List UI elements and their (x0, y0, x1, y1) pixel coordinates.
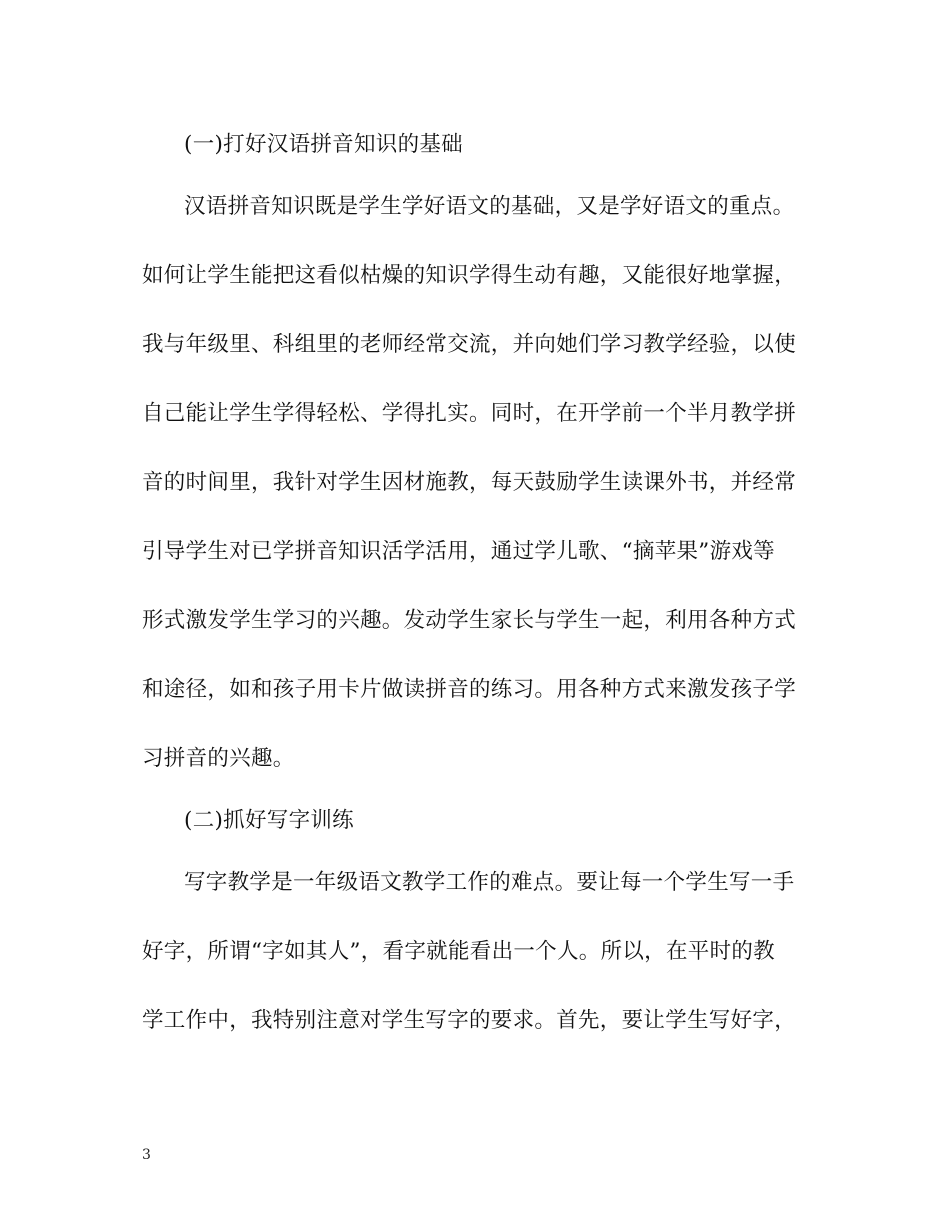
page-number: 3 (142, 1147, 151, 1163)
paragraph-line: 学工作中，我特别注意对学生写字的要求。首先，要让学生写好字， (142, 1008, 797, 1033)
paragraph-line: 汉语拼音知识既是学生学好语文的基础，又是学好语文的重点。 (184, 194, 795, 219)
paragraph-line: 引导学生对已学拼音知识活学活用，通过学儿歌、“摘苹果”游戏等 (142, 539, 775, 564)
paragraph-line: 写字教学是一年级语文教学工作的难点。要让每一个学生写一手 (184, 870, 795, 895)
paragraph-line: 习拼音的兴趣。 (142, 746, 295, 771)
paragraph-line: 如何让学生能把这看似枯燥的知识学得生动有趣，又能很好地掌握， (142, 263, 797, 288)
section-heading-pinyin: (一)打好汉语拼音知识的基础 (184, 132, 463, 157)
paragraph-line: 形式激发学生学习的兴趣。发动学生家长与学生一起，利用各种方式 (142, 608, 797, 633)
paragraph-line: 好字，所谓“字如其人”，看字就能看出一个人。所以，在平时的教 (142, 939, 775, 964)
section-heading-writing: (二)抓好写字训练 (184, 808, 354, 833)
paragraph-line: 和途径，如和孩子用卡片做读拼音的练习。用各种方式来激发孩子学 (142, 677, 797, 702)
paragraph-line: 我与年级里、科组里的老师经常交流，并向她们学习教学经验，以使 (142, 332, 797, 357)
paragraph-line: 自己能让学生学得轻松、学得扎实。同时，在开学前一个半月教学拼 (142, 401, 797, 426)
paragraph-line: 音的时间里，我针对学生因材施教，每天鼓励学生读课外书，并经常 (142, 470, 797, 495)
